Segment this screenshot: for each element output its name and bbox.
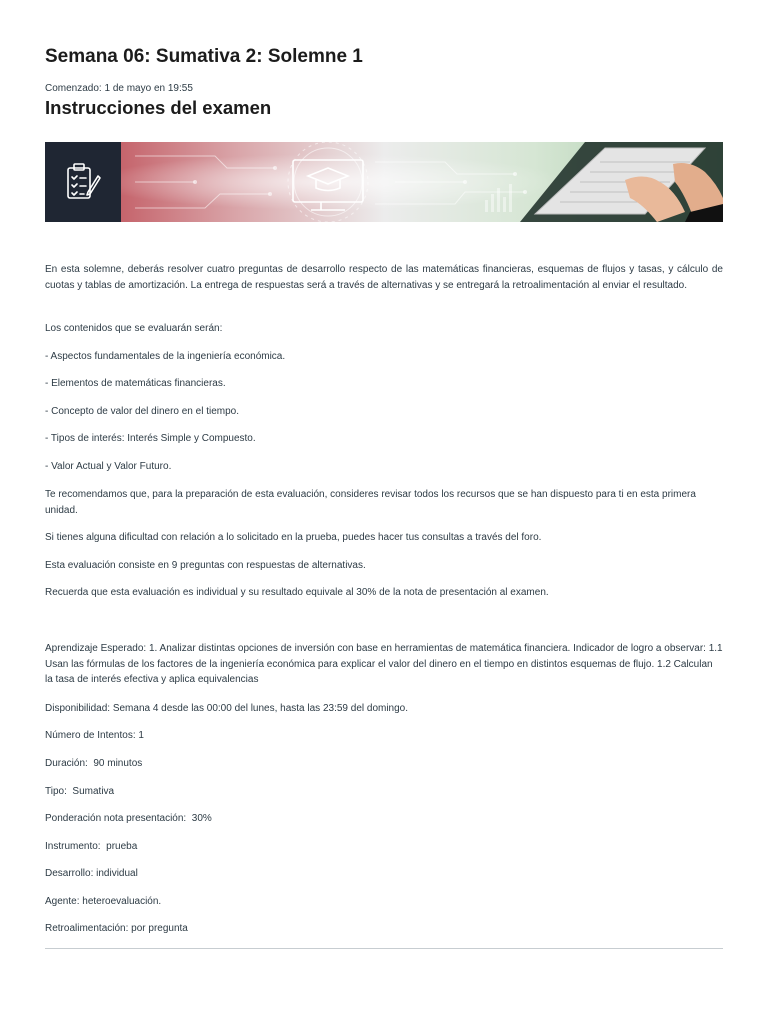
detail-weighting: Ponderación nota presentación: 30% xyxy=(45,813,212,824)
questions-paragraph: Esta evaluación consiste en 9 preguntas con respuestas de alternativas. xyxy=(45,560,366,571)
topic-item: - Aspectos fundamentales de la ingeniería económica. xyxy=(45,351,286,362)
started-timestamp: Comenzado: 1 de mayo en 19:55 xyxy=(45,83,193,94)
instructions-heading: Instrucciones del examen xyxy=(45,97,272,118)
forum-paragraph: Si tienes alguna dificultad con relación a lo solicitado en la prueba, puedes hacer tus consultas a través del foro. xyxy=(45,532,542,543)
topic-item: - Valor Actual y Valor Futuro. xyxy=(45,461,172,472)
intro-paragraph: En esta solemne, deberás resolver cuatro preguntas de desarrollo respecto de las matemáticas financieras, esquemas de flujos y tasas, y cálculo de cuotas y tablas de amortización. La entrega de respuestas será a través de alternativas y se entregará la retroalimentación al enviar el resultado. xyxy=(45,264,723,291)
checklist-icon xyxy=(64,162,102,202)
detail-feedback: Retroalimentación: por pregunta xyxy=(45,923,188,934)
individual-paragraph: Recuerda que esta evaluación es individual y su resultado equivale al 30% de la nota de presentación al examen. xyxy=(45,587,549,598)
detail-availability: Disponibilidad: Semana 4 desde las 00:00 del lunes, hasta las 23:59 del domingo. xyxy=(45,703,409,714)
course-banner xyxy=(45,142,723,222)
detail-type: Tipo: Sumativa xyxy=(45,786,115,797)
topic-item: - Tipos de interés: Interés Simple y Compuesto. xyxy=(45,433,256,444)
quiz-title: Semana 06: Sumativa 2: Solemne 1 xyxy=(45,46,363,67)
detail-instrument: Instrumento: prueba xyxy=(45,841,138,852)
detail-agent: Agente: heteroevaluación. xyxy=(45,896,162,907)
detail-attempts: Número de Intentos: 1 xyxy=(45,730,144,741)
section-divider xyxy=(45,948,723,949)
topic-item: - Concepto de valor del dinero en el tiempo. xyxy=(45,406,240,417)
recommendation-paragraph: Te recomendamos que, para la preparación de esta evaluación, consideres revisar todos los recursos que se han dispuesto para ti en esta primera unidad. xyxy=(45,489,696,516)
laptop-hands-image xyxy=(520,142,723,222)
contents-label: Los contenidos que se evaluarán serán: xyxy=(45,323,223,334)
detail-development: Desarrollo: individual xyxy=(45,868,138,879)
detail-duration: Duración: 90 minutos xyxy=(45,758,143,769)
learning-outcome-paragraph: Aprendizaje Esperado: 1. Analizar distintas opciones de inversión con base en herramientas de matemática financiera. Indicador de logro a observar: 1.1 Usan las fórmulas de los factores de la ingeniería económica para explicar el valor del dinero en el tiempo en distintos esquemas de flujo. 1.2 Calculan la tasa de interés efectiva y aplica equivalencias xyxy=(45,643,723,685)
graduation-monitor-icon xyxy=(293,160,363,210)
topic-item: - Elementos de matemáticas financieras. xyxy=(45,378,226,389)
